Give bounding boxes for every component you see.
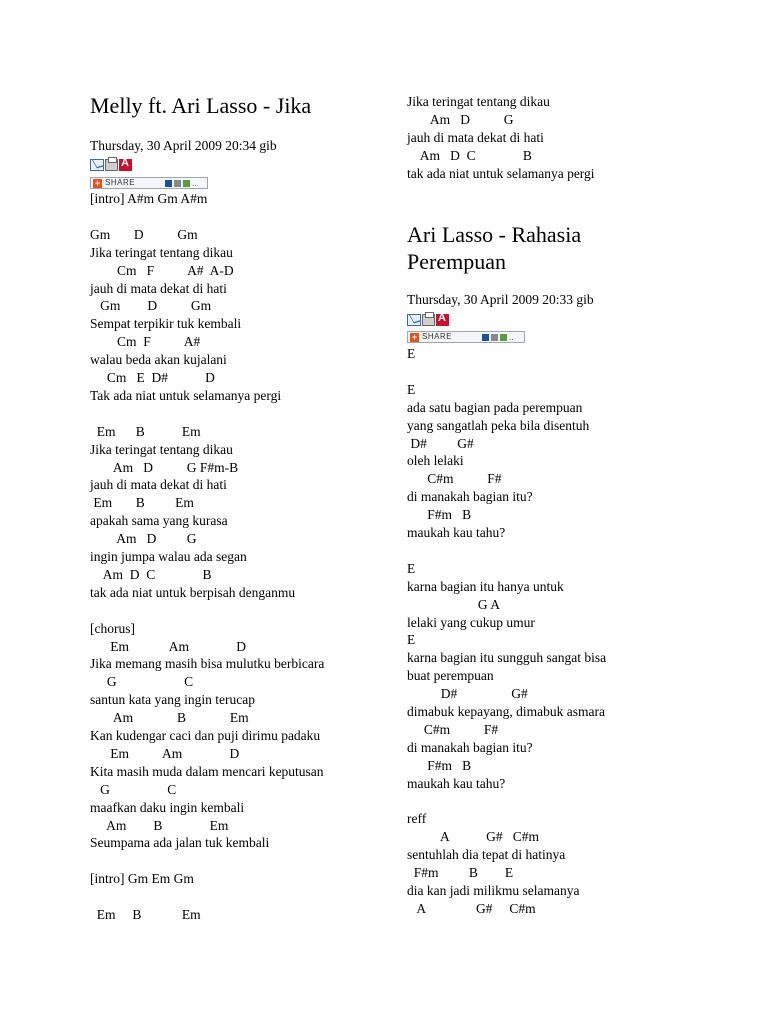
text-line: Em Am D xyxy=(90,638,247,654)
text-line: Em B Em xyxy=(90,495,194,511)
text-line: yang sangatlah peka bila disentuh xyxy=(407,417,590,433)
text-line: A G# C#m xyxy=(407,900,536,916)
stumble-icon xyxy=(500,334,507,341)
text-line: Em Am D xyxy=(90,745,240,761)
text-line: [intro] Gm Em Gm xyxy=(90,871,194,887)
share-button[interactable] xyxy=(90,177,208,189)
text-line: maukah kau tahu? xyxy=(407,775,506,791)
text-line: maafkan daku ingin kembali xyxy=(90,799,245,815)
post-date-2: Thursday, 30 April 2009 20:33 gib xyxy=(407,292,594,307)
stumble-icon xyxy=(183,180,190,187)
text-line: Jika teringat tentang dikau xyxy=(90,441,233,457)
text-line: Jika memang masih bisa mulutku berbicara xyxy=(90,656,325,672)
text-line: apakah sama yang kurasa xyxy=(90,513,228,529)
text-line: reff xyxy=(407,811,427,827)
share-plus-icon: + xyxy=(94,177,101,188)
print-icon[interactable] xyxy=(422,314,435,326)
text-line: C#m F# xyxy=(407,721,499,737)
article-action-icons-2 xyxy=(407,314,449,326)
text-line: F#m B E xyxy=(407,865,514,881)
text-line: ada satu bagian pada perempuan xyxy=(407,399,583,415)
text-line: Am B Em xyxy=(90,710,249,726)
text-line: sentuhlah dia tepat di hatinya xyxy=(407,847,566,863)
text-line: Am B Em xyxy=(90,817,229,833)
text-line: E xyxy=(407,560,416,576)
text-line: lelaki yang cukup umur xyxy=(407,614,535,630)
text-line: Jika teringat tentang dikau xyxy=(407,94,550,109)
text-line: tak ada niat untuk selamanya pergi xyxy=(407,165,595,181)
text-line: G C xyxy=(90,781,177,797)
text-line: ingin jumpa walau ada segan xyxy=(90,549,247,564)
share-button-2[interactable] xyxy=(407,331,525,343)
share-label: SHARE xyxy=(422,332,453,341)
text-line: santun kata yang ingin terucap xyxy=(90,692,255,708)
text-line: Cm F A# A-D xyxy=(90,262,234,278)
text-line: Am D G xyxy=(90,531,197,547)
text-line: D# G# xyxy=(407,435,474,451)
text-line: [intro] A#m Gm A#m xyxy=(90,191,208,206)
text-line: di manakah bagian itu? xyxy=(407,489,533,505)
print-icon[interactable] xyxy=(105,159,118,171)
pdf-icon[interactable] xyxy=(119,159,132,171)
text-line: jauh di mata dekat di hati xyxy=(90,477,227,493)
delicious-icon xyxy=(482,334,489,341)
text-line: Kan kudengar caci dan puji dirimu padaku xyxy=(90,728,321,743)
text-line: E xyxy=(407,346,416,361)
share-plus-icon: + xyxy=(411,331,418,342)
text-line: Em B Em xyxy=(90,907,201,922)
text-line: F#m B xyxy=(407,507,472,523)
text-line: Sempat terpikir tuk kembali xyxy=(90,316,242,332)
share-more: .. xyxy=(509,332,514,342)
text-line: F#m B xyxy=(407,757,472,773)
text-line: [chorus] xyxy=(90,620,135,636)
pdf-icon[interactable] xyxy=(436,314,449,326)
email-icon[interactable] xyxy=(407,314,421,326)
delicious-icon xyxy=(165,180,172,187)
text-line: Seumpama ada jalan tuk kembali xyxy=(90,835,270,851)
text-line: Jika teringat tentang dikau xyxy=(90,244,233,260)
text-line: maukah kau tahu? xyxy=(407,525,506,540)
text-line: Cm F A# xyxy=(90,334,201,350)
digg-icon xyxy=(491,334,498,341)
text-line: buat perempuan xyxy=(407,668,494,684)
post-date: Thursday, 30 April 2009 20:34 gib xyxy=(90,138,277,153)
text-line: E xyxy=(407,381,416,397)
text-line: walau beda akan kujalani xyxy=(90,352,227,368)
text-line: Am D C B xyxy=(90,566,212,582)
text-line: E xyxy=(407,632,416,648)
text-line: karna bagian itu sungguh sangat bisa xyxy=(407,650,607,666)
text-line: Gm D Gm xyxy=(90,226,198,242)
text-line: Kita masih muda dalam mencari keputusan xyxy=(90,763,324,779)
song-title: Melly ft. Ari Lasso - Jika xyxy=(90,93,312,118)
article-action-icons xyxy=(90,159,132,171)
text-line: di manakah bagian itu? xyxy=(407,739,533,755)
text-line: Am D G xyxy=(407,111,514,127)
text-line: Em B Em xyxy=(90,423,201,439)
text-line: jauh di mata dekat di hati xyxy=(90,280,227,296)
digg-icon xyxy=(174,180,181,187)
text-line: dimabuk kepayang, dimabuk asmara xyxy=(407,704,605,719)
email-icon[interactable] xyxy=(90,159,104,171)
text-line: A G# C#m xyxy=(407,829,540,845)
text-line: dia kan jadi milikmu selamanya xyxy=(407,883,580,898)
text-line: oleh lelaki xyxy=(407,453,464,469)
text-line: Am D C B xyxy=(407,147,532,163)
text-line: C#m F# xyxy=(407,471,502,487)
share-more: .. xyxy=(192,178,197,188)
text-line: D# G# xyxy=(407,686,528,702)
text-line: karna bagian itu hanya untuk xyxy=(407,578,564,594)
text-line: Am D G F#m-B xyxy=(90,459,239,475)
share-label: SHARE xyxy=(105,178,136,187)
text-line: Cm E D# D xyxy=(90,370,215,385)
text-line: tak ada niat untuk berpisah denganmu xyxy=(90,584,296,600)
text-line: jauh di mata dekat di hati xyxy=(407,129,544,145)
song-title-2-line1: Ari Lasso - Rahasia xyxy=(407,222,582,247)
song-title-2-line2: Perempuan xyxy=(407,249,506,274)
text-line: Tak ada niat untuk selamanya pergi xyxy=(90,387,282,403)
text-line: Gm D Gm xyxy=(90,298,212,314)
text-line: G C xyxy=(90,674,194,690)
text-line: G A xyxy=(407,596,501,612)
